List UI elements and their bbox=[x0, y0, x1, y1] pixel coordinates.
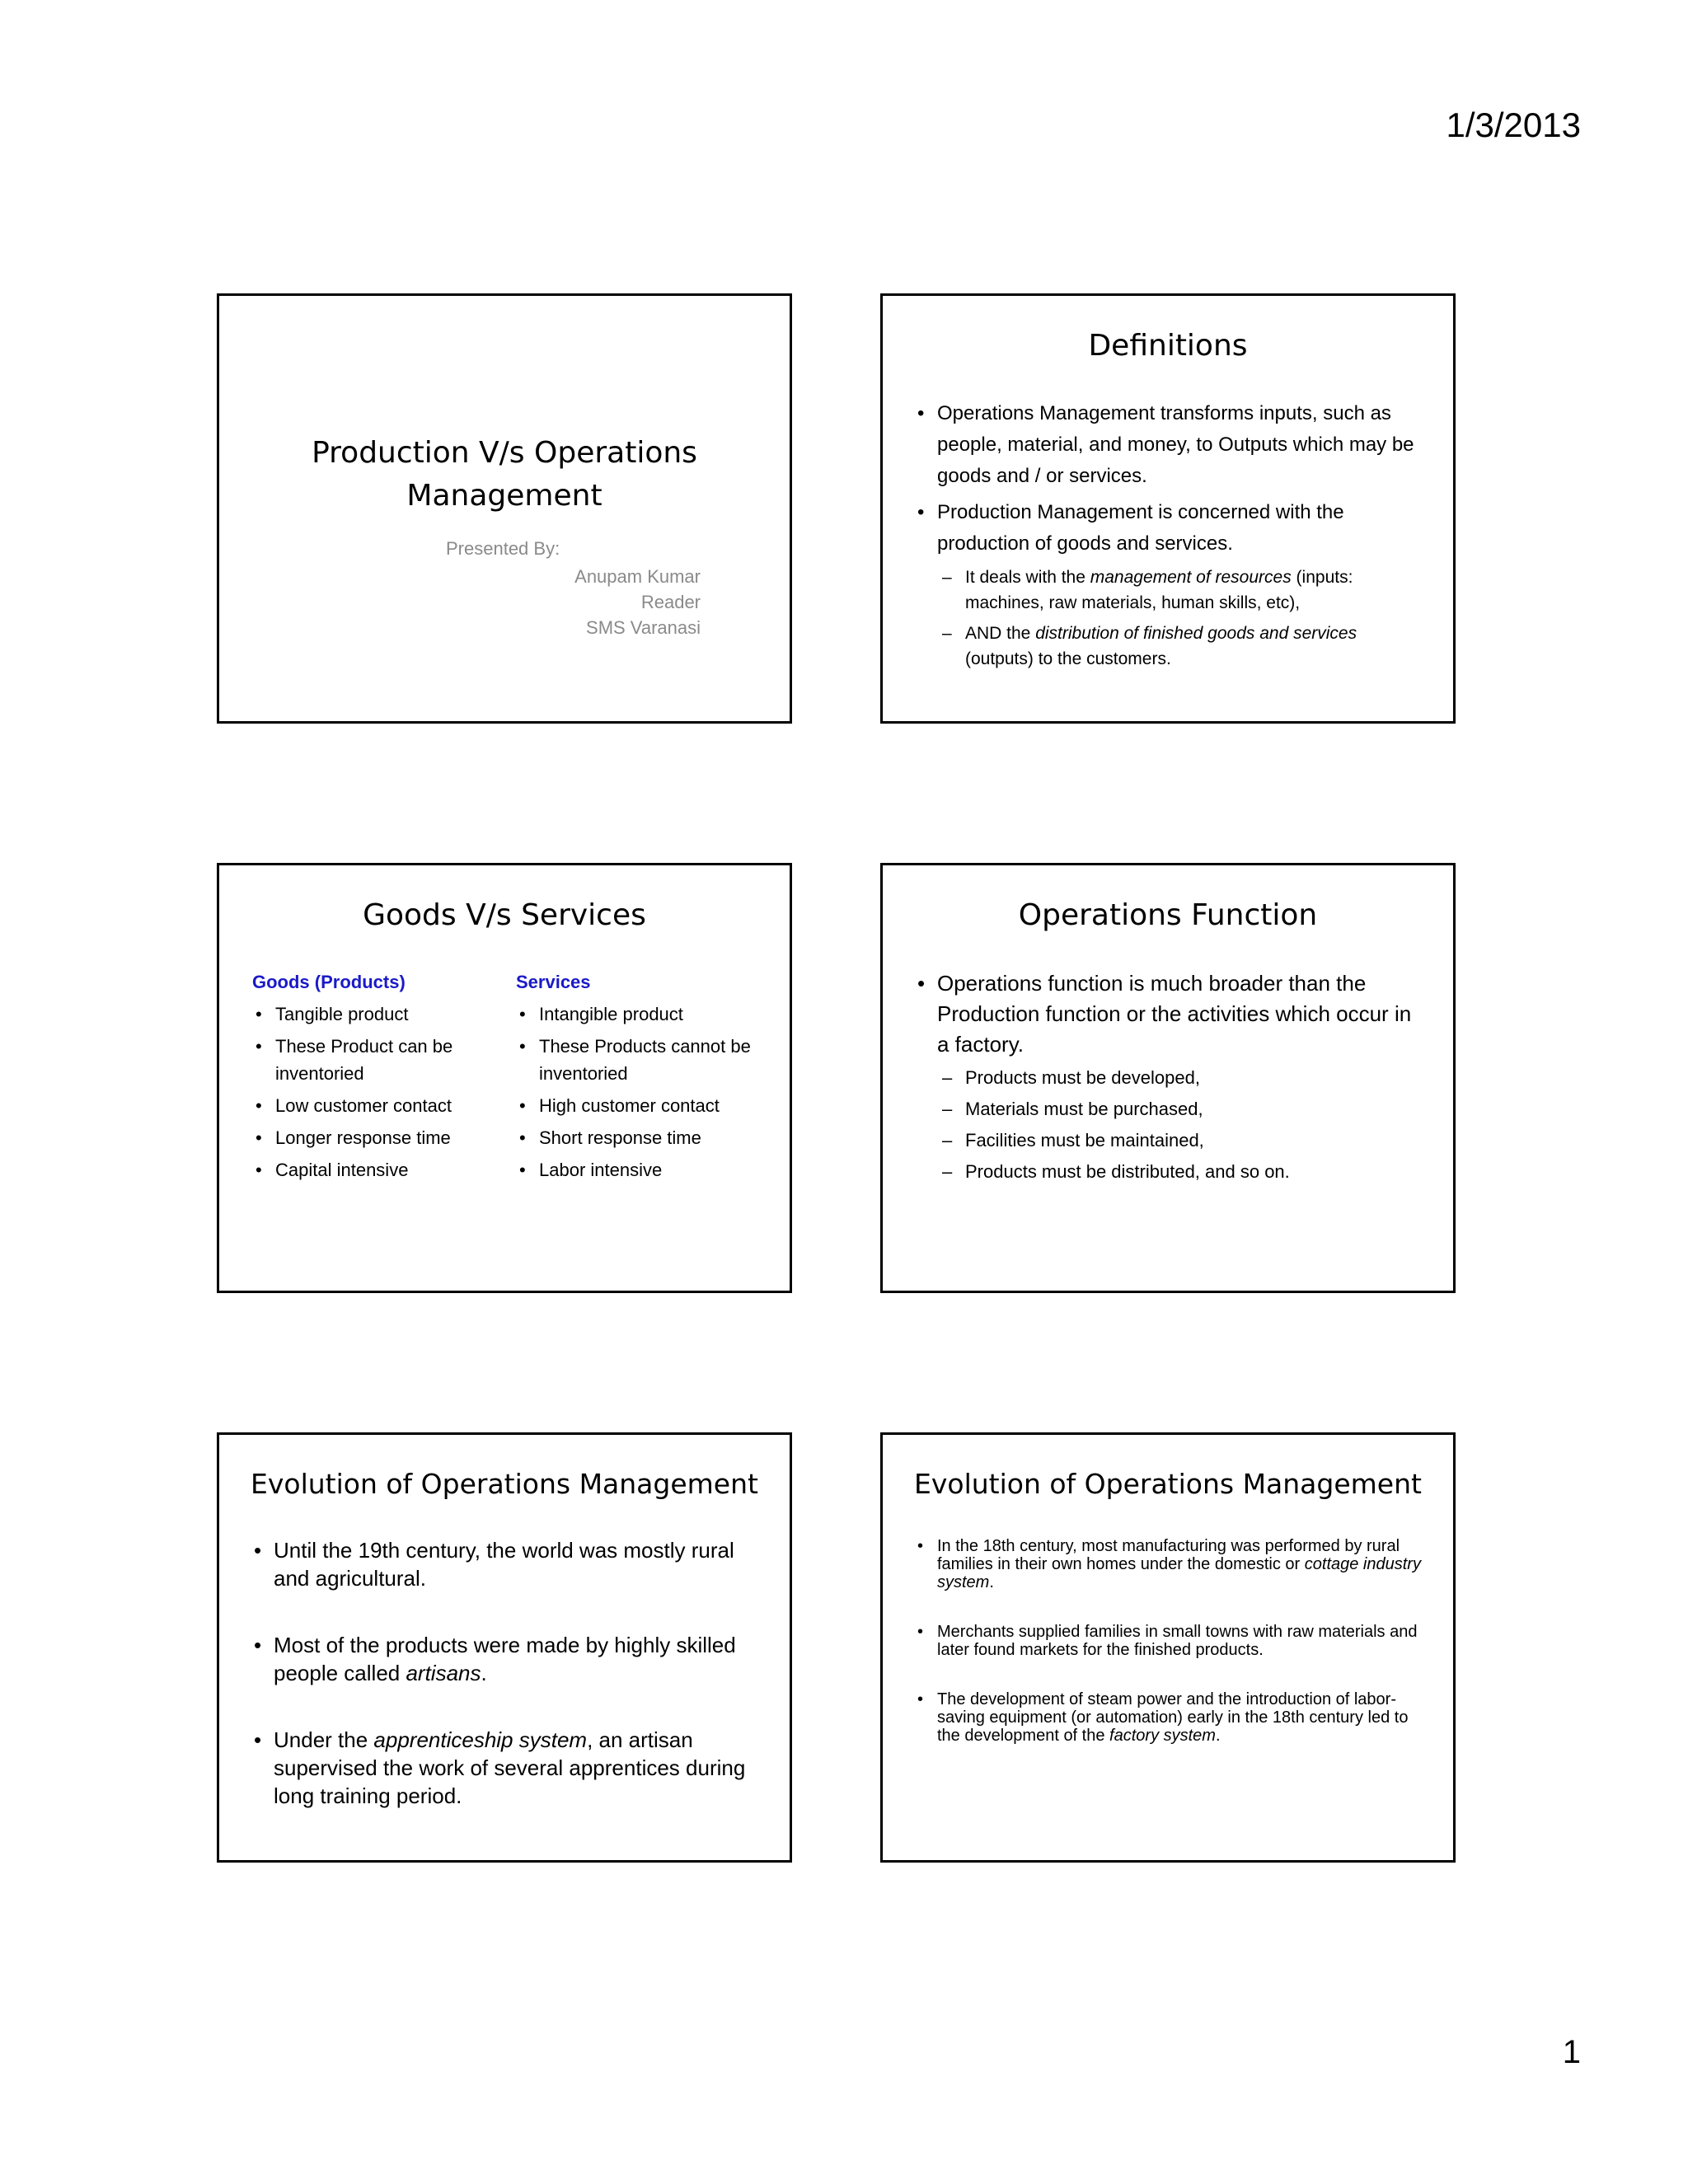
list-item: • Labor intensive bbox=[516, 1156, 763, 1183]
bullet-list bbox=[914, 968, 1425, 1185]
bullet-item: • Until the 19th century, the world was mostly rural and agricultural. bbox=[251, 1536, 765, 1592]
presenter-name: Anupam Kumar bbox=[574, 566, 701, 587]
slide-heading: Evolution of Operations Management bbox=[914, 1468, 1422, 1500]
services-column bbox=[516, 968, 763, 1188]
sub-bullet-item: – Materials must be purchased, bbox=[939, 1095, 1425, 1122]
list-item: • Tangible product bbox=[252, 1001, 491, 1028]
slide-title-heading bbox=[219, 432, 790, 518]
bullet-item: • In the 18th century, most manufacturing was performed by rural families in their own homes under the domestic or cottage industry system. bbox=[914, 1537, 1425, 1591]
sub-bullet-item: – AND the distribution of finished goods and services (outputs) to the customers. bbox=[939, 621, 1425, 672]
list-item: • High customer contact bbox=[516, 1092, 763, 1119]
sub-bullet-item: – It deals with the management of resources (inputs: machines, raw materials, human skills, etc), bbox=[939, 565, 1425, 616]
bullet-item: • Production Management is concerned with the production of goods and services. bbox=[914, 497, 1425, 560]
presenter-info bbox=[574, 564, 701, 640]
slide-operations-function bbox=[880, 863, 1456, 1293]
bullet-list bbox=[914, 1537, 1425, 1776]
bullet-list bbox=[251, 1536, 765, 1849]
title-line-2: Management bbox=[406, 479, 603, 513]
slide-definitions bbox=[880, 293, 1456, 724]
page-date: 1/3/2013 bbox=[1446, 105, 1581, 144]
sub-bullet-item: – Products must be distributed, and so on. bbox=[939, 1158, 1425, 1185]
list-item: • Longer response time bbox=[252, 1124, 491, 1151]
title-line-1: Production V/s Operations bbox=[312, 436, 697, 470]
bullet-item: • Most of the products were made by highly skilled people called artisans. bbox=[251, 1631, 765, 1687]
slide-goods-vs-services bbox=[217, 863, 792, 1293]
page-number: 1 bbox=[1562, 2034, 1581, 2070]
bullet-item: • Under the apprenticeship system, an artisan supervised the work of several apprentices during long training period. bbox=[251, 1726, 765, 1810]
sub-bullet-item: – Products must be developed, bbox=[939, 1064, 1425, 1091]
list-item: • Short response time bbox=[516, 1124, 763, 1151]
bullet-item: • The development of steam power and the introduction of labor-saving equipment (or automation) early in the 18th century led to the development of the factory system. bbox=[914, 1690, 1425, 1745]
slide-heading: Goods V/s Services bbox=[363, 898, 646, 932]
slide-heading: Evolution of Operations Management bbox=[251, 1468, 758, 1500]
bullet-list bbox=[914, 398, 1425, 677]
goods-column bbox=[252, 968, 491, 1188]
slide-title bbox=[217, 293, 792, 724]
services-list bbox=[516, 1001, 763, 1183]
goods-header: Goods (Products) bbox=[252, 972, 406, 992]
list-item: • Capital intensive bbox=[252, 1156, 491, 1183]
list-item: • Intangible product bbox=[516, 1001, 763, 1028]
bullet-item: • Operations Management transforms inputs, such as people, material, and money, to Outputs which may be goods and / or services. bbox=[914, 398, 1425, 492]
presenter-org: SMS Varanasi bbox=[586, 617, 701, 638]
services-header: Services bbox=[516, 972, 591, 992]
goods-list bbox=[252, 1001, 491, 1183]
bullet-item: • Merchants supplied families in small towns with raw materials and later found markets for the finished products. bbox=[914, 1623, 1425, 1659]
slide-evolution-1 bbox=[217, 1432, 792, 1863]
slide-heading: Definitions bbox=[1088, 329, 1248, 363]
presenter-role: Reader bbox=[640, 592, 701, 612]
bullet-item: • Operations function is much broader than the Production function or the activities which occur in a factory. bbox=[914, 968, 1425, 1060]
sub-bullet-item: – Facilities must be maintained, bbox=[939, 1127, 1425, 1154]
presented-by-label: Presented By: bbox=[446, 538, 560, 559]
slide-heading: Operations Function bbox=[1018, 898, 1318, 932]
list-item: • These Products cannot be inventoried bbox=[516, 1033, 763, 1087]
list-item: • These Product can be inventoried bbox=[252, 1033, 491, 1087]
list-item: • Low customer contact bbox=[252, 1092, 491, 1119]
slide-evolution-2 bbox=[880, 1432, 1456, 1863]
